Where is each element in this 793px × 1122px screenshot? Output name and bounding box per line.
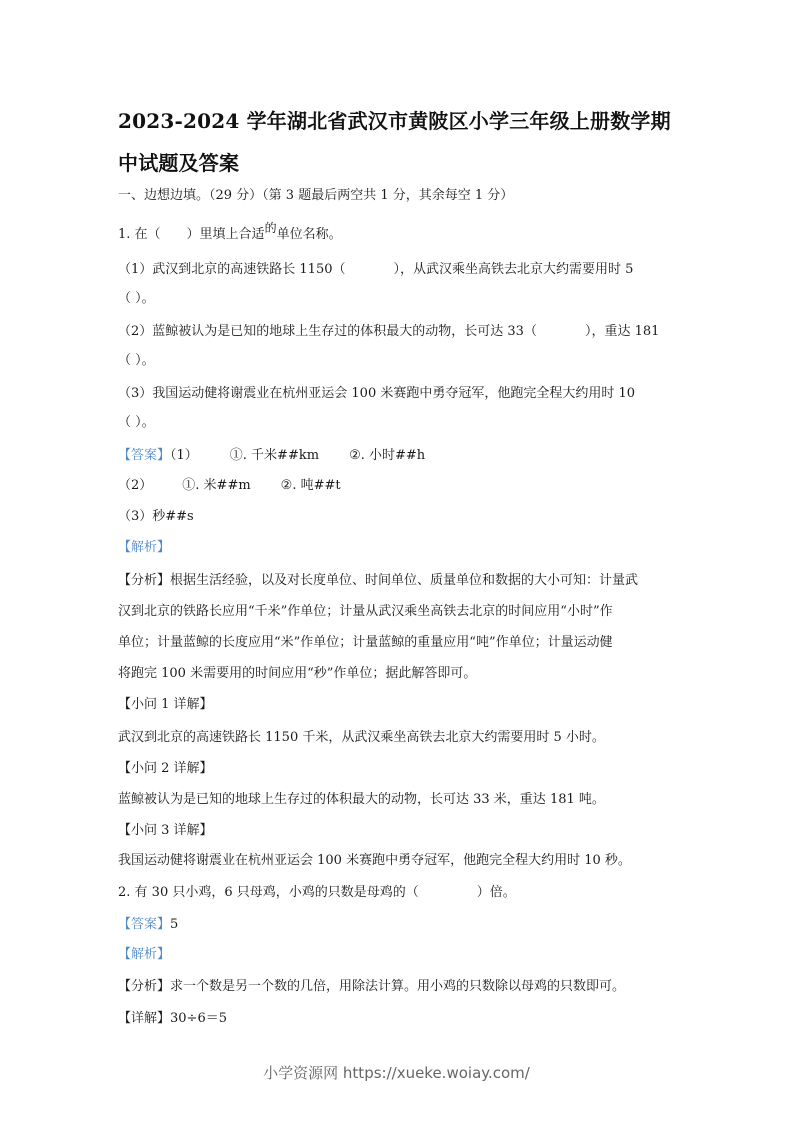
title-line-1: 2023-2024 学年湖北省武汉市黄陂区小学三年级上册数学期: [118, 109, 671, 133]
q1-part3-blank: （ ）。: [118, 415, 155, 430]
q2-answer: [118, 916, 178, 934]
sub3-label-text: 【小问 3 详解】: [118, 823, 213, 838]
footer-site-name: 小学资源网: [263, 1064, 339, 1082]
sub2-detail: [118, 791, 605, 809]
q1-part3-line1: [118, 385, 635, 403]
title-line-2: 中试题及答案: [118, 151, 240, 175]
q1-part1-line2: [118, 290, 155, 308]
q2-analysis-label-text: 【解析】: [118, 947, 171, 962]
q2-stem-b: ）倍。: [476, 885, 516, 900]
q1-part2-line2: [118, 352, 155, 370]
document-title: [118, 100, 678, 184]
sub3-label: [118, 822, 213, 840]
question-2-stem: [118, 884, 516, 902]
section-heading: [118, 187, 513, 205]
q2-answer-label: 【答案】: [118, 917, 171, 932]
q1-part3-text: （3）我国运动健将谢震业在杭州亚运会 100 米赛跑中勇夺冠军，他跑完全程大约用时 10: [118, 386, 636, 401]
page-footer: [0, 1062, 793, 1083]
answer-2-b: ②. 吨##t: [280, 478, 341, 493]
q2-fenxi-label: 【分析】: [118, 979, 171, 994]
q1-analysis-label: [118, 539, 170, 557]
section-heading-text: 一、边想边填。（29 分）（第 3 题最后两空共 1 分，其余每空 1 分）: [118, 188, 514, 203]
q2-stem-a: 2. 有 30 只小鸡，6 只母鸡，小鸡的只数是母鸡的（: [118, 885, 419, 900]
q2-answer-value: 5: [170, 917, 179, 932]
fenxi-text-1: 根据生活经验，以及对长度单位、时间单位、质量单位和数据的大小可知：计量武: [170, 573, 639, 588]
q1-fenxi-line2: [118, 603, 613, 621]
q2-detail: [118, 1010, 227, 1028]
sub1-detail-text: 武汉到北京的高速铁路长 1150 千米，从武汉乘坐高铁去北京大约需要用时 5 小时。: [118, 730, 605, 745]
footer-url[interactable]: https://xueke.woiay.com/: [342, 1064, 530, 1082]
answer-2-a: ①. 米##m: [182, 478, 251, 493]
fenxi-label: 【分析】: [118, 573, 171, 588]
q2-analysis-label: [118, 946, 170, 964]
sub1-label-text: 【小问 1 详解】: [118, 697, 213, 712]
fenxi-text-4: 将跑完 100 米需要用的时间应用“秒”作单位；据此解答即可。: [118, 666, 477, 681]
q1-part2-line1: [118, 323, 659, 341]
sub1-label: [118, 696, 213, 714]
q1-part2-text-b: ），重达 181: [584, 324, 660, 339]
sub1-detail: [118, 729, 605, 747]
fenxi-text-2: 汉到北京的铁路长应用“千米”作单位；计量从武汉乘坐高铁去北京的时间应用“小时”作: [118, 604, 613, 619]
answer-1-a: ①. 千米##km: [229, 448, 320, 463]
sub2-label-text: 【小问 2 详解】: [118, 761, 213, 776]
analysis-label: 【解析】: [118, 540, 171, 555]
q1-stem-sup: 的: [264, 221, 277, 235]
q1-part1-blank: （ ）。: [118, 291, 155, 306]
q1-stem-suffix: 单位名称。: [276, 227, 342, 242]
q1-part3-line2: [118, 414, 155, 432]
q1-part2-text-a: （2）蓝鲸被认为是已知的地球上生存过的体积最大的动物，长可达 33（: [118, 324, 537, 339]
q1-answer-line2: [118, 477, 341, 495]
document-header: [118, 100, 678, 184]
question-1-stem: [118, 221, 342, 244]
q1-fenxi-line1: [118, 572, 638, 590]
sub3-detail: [118, 852, 631, 870]
sub2-detail-text: 蓝鲸被认为是已知的地球上生存过的体积最大的动物，长可达 33 米，重达 181 吨。: [118, 792, 605, 807]
q1-fenxi-line4: [118, 665, 476, 683]
answer-2-num: （2）: [118, 478, 153, 493]
q2-detail-text: 30÷6＝5: [170, 1011, 227, 1026]
q2-fenxi-text: 求一个数是另一个数的几倍，用除法计算。用小鸡的只数除以母鸡的只数即可。: [170, 979, 626, 994]
q1-answer-line1: [118, 447, 425, 465]
answer-1-b: ②. 小时##h: [349, 448, 426, 463]
q2-fenxi: [118, 978, 625, 996]
fenxi-text-3: 单位；计量蓝鲸的长度应用“米”作单位；计量蓝鲸的重量应用“吨”作单位；计量运动健: [118, 635, 613, 650]
q1-part1-text-b: ），从武汉乘坐高铁去北京大约需要用时 5: [393, 262, 634, 277]
answer-1-num: （1）: [170, 448, 198, 463]
sub3-detail-text: 我国运动健将谢震业在杭州亚运会 100 米赛跑中勇夺冠军，他跑完全程大约用时 10 秒。: [118, 853, 631, 868]
q1-answer-line3: [118, 508, 194, 526]
q1-stem-middle: ）里填上合适: [186, 227, 265, 242]
answer-3: （3）秒##s: [118, 509, 194, 524]
sub2-label: [118, 760, 213, 778]
q2-detail-label: 【详解】: [118, 1011, 171, 1026]
q1-fenxi-line3: [118, 634, 613, 652]
q1-stem-prefix: 1. 在（: [118, 227, 161, 242]
q1-part1-text-a: （1）武汉到北京的高速铁路长 1150（: [118, 262, 346, 277]
q1-part1-line1: [118, 261, 633, 279]
answer-label: 【答案】: [118, 448, 171, 463]
q1-part2-blank: （ ）。: [118, 353, 155, 368]
